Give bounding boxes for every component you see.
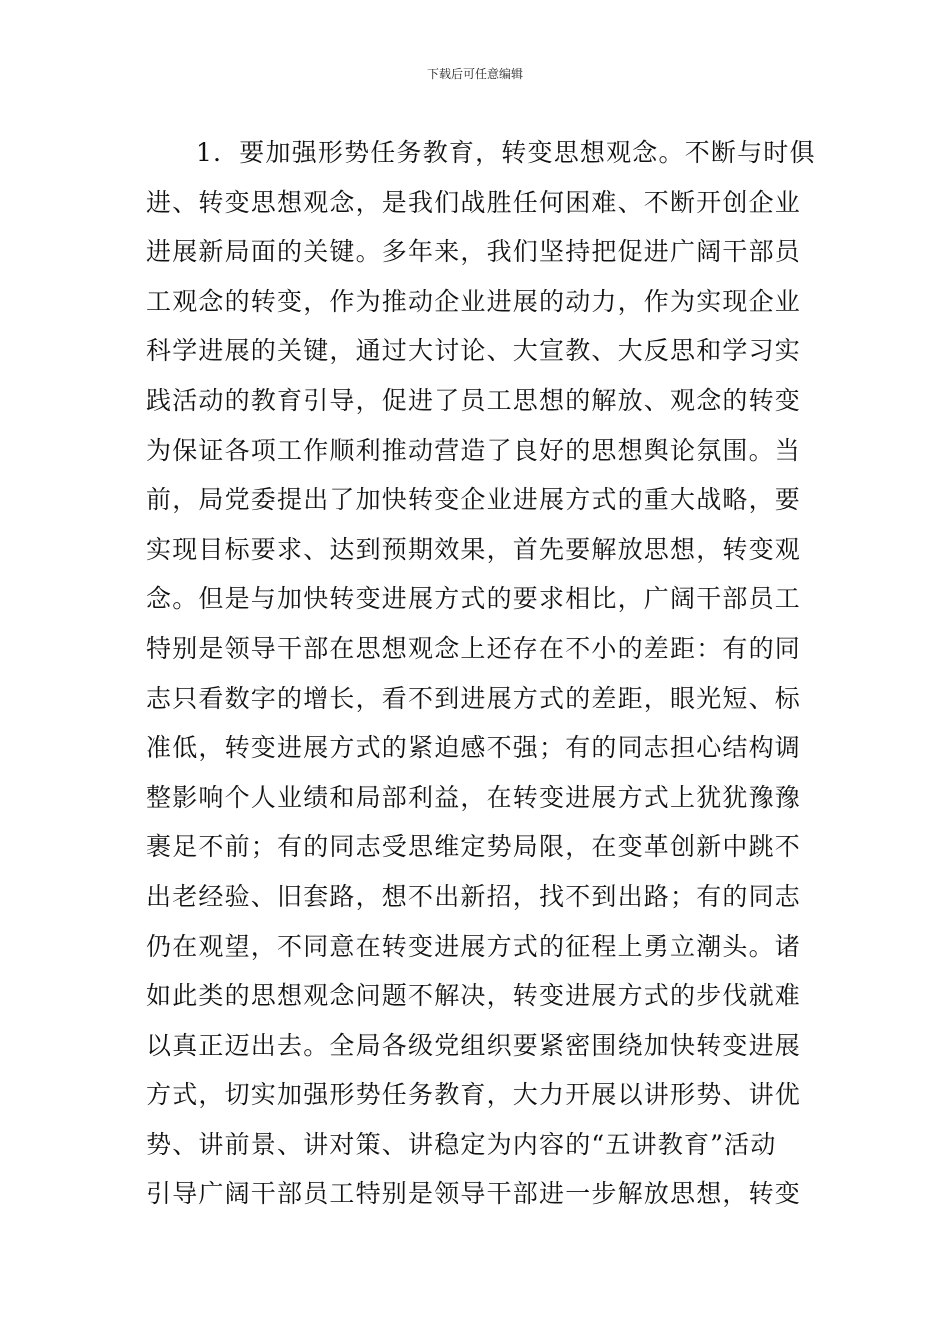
text-line: 准低，转变进展方式的紧迫感不强；有的同志担心结构调 — [146, 733, 802, 763]
text-line: 方式，切实加强形势任务教育，大力开展以讲形势、讲优 — [146, 1080, 802, 1110]
text-line: 1．要加强形势任务教育，转变思想观念。不断与时俱 — [196, 138, 816, 167]
text-line: 实现目标要求、达到预期效果，首先要解放思想，转变观 — [146, 534, 802, 564]
text-line: 裹足不前；有的同志受思维定势局限，在变革创新中跳不 — [146, 832, 802, 862]
text-line: 工观念的转变，作为推动企业进展的动力，作为实现企业 — [146, 286, 802, 316]
text-line: 仍在观望，不同意在转变进展方式的征程上勇立潮头。诸 — [146, 931, 802, 961]
text-line: 出老经验、旧套路，想不出新招，找不到出路；有的同志 — [146, 881, 802, 911]
text-line: 整影响个人业绩和局部利益，在转变进展方式上犹犹豫豫 — [146, 782, 802, 812]
text-line: 践活动的教育引导，促进了员工思想的解放、观念的转变 — [146, 385, 802, 415]
text-line: 特别是领导干部在思想观念上还存在不小的差距：有的同 — [146, 633, 802, 663]
page-header: 下载后可任意编辑 — [426, 67, 523, 81]
text-line: 前，局党委提出了加快转变企业进展方式的重大战略，要 — [146, 485, 802, 515]
text-line: 引导广阔干部员工特别是领导干部进一步解放思想，转变 — [146, 1179, 802, 1209]
text-line: 势、讲前景、讲对策、讲稳定为内容的“五讲教育”活动 — [146, 1129, 777, 1159]
text-line: 为保证各项工作顺利推动营造了良好的思想舆论氛围。当 — [146, 435, 802, 465]
text-line: 志只看数字的增长，看不到进展方式的差距，眼光短、标 — [146, 683, 802, 713]
body-paragraph — [146, 128, 816, 1219]
text-line: 进、转变思想观念，是我们战胜任何困难、不断开创企业 — [146, 187, 802, 217]
text-line: 科学进展的关键，通过大讨论、大宣教、大反思和学习实 — [146, 336, 802, 366]
text-line: 如此类的思想观念问题不解决，转变进展方式的步伐就难 — [146, 981, 802, 1011]
text-line: 进展新局面的关键。多年来，我们坚持把促进广阔干部员 — [146, 237, 802, 267]
text-line: 念。但是与加快转变进展方式的要求相比，广阔干部员工 — [146, 584, 802, 614]
text-line: 以真正迈出去。全局各级党组织要紧密围绕加快转变进展 — [146, 1030, 802, 1060]
